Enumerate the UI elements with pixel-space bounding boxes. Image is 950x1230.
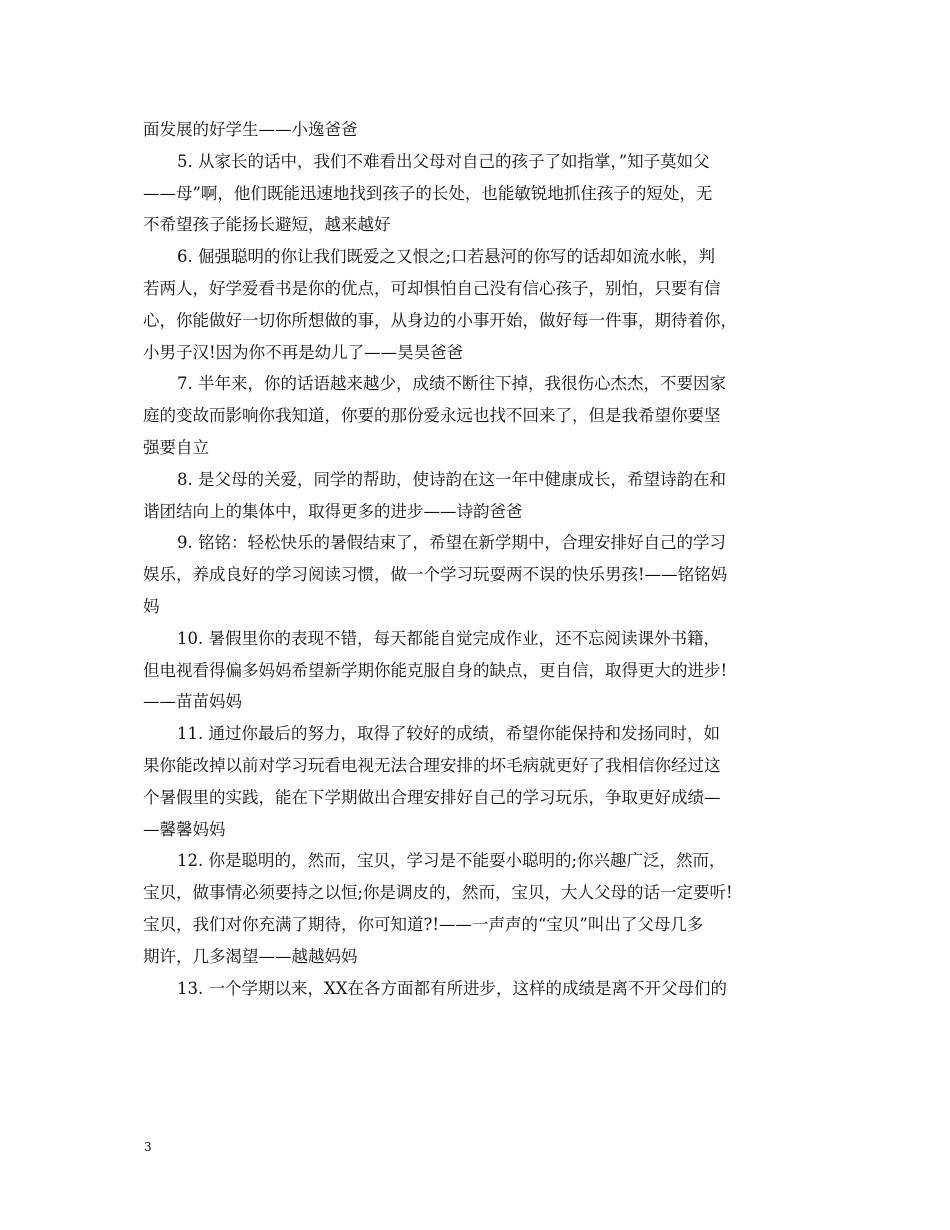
text-line: 谐团结向上的集体中，取得更多的进步——诗韵爸爸 — [143, 501, 523, 521]
text-line: 但电视看得偏多妈妈希望新学期你能克服自身的缺点，更自信，取得更大的进步! — [143, 660, 728, 680]
text-line: ——母”啊，他们既能迅速地找到孩子的长处，也能敏锐地抓住孩子的短处，无 — [143, 183, 713, 203]
text-line: 果你能改掉以前对学习玩看电视无法合理安排的坏毛病就更好了我相信你经过这 — [143, 755, 721, 775]
text-line: 心，你能做好一切你所想做的事，从身边的小事开始，做好每一件事，期待着你， — [143, 310, 737, 330]
text-line: —馨馨妈妈 — [143, 819, 226, 839]
text-line: 若两人，好学爱看书是你的优点，可却惧怕自己没有信心孩子，别怕，只要有信 — [143, 278, 721, 298]
text-line: 7. 半年来，你的话语越来越少，成绩不断往下掉，我很伤心杰杰，不要因家 — [177, 374, 726, 394]
text-line: 12. 你是聪明的，然而，宝贝，学习是不能耍小聪明的;你兴趣广泛，然而， — [177, 851, 726, 871]
text-line: 个暑假里的实践，能在下学期做出合理安排好自己的学习玩乐，争取更好成绩— — [143, 787, 721, 807]
text-line: 妈 — [143, 596, 160, 616]
text-line: 不希望孩子能扬长避短，越来越好 — [143, 215, 391, 235]
text-line: 庭的变故而影响你我知道，你要的那份爱永远也找不回来了，但是我希望你要坚 — [143, 406, 721, 426]
text-line: 10. 暑假里你的表现不错，每天都能自觉完成作业，还不忘阅读课外书籍， — [177, 628, 720, 648]
text-line: 8. 是父母的关爱，同学的帮助，使诗韵在这一年中健康成长，希望诗韵在和 — [177, 469, 726, 489]
text-line: 5. 从家长的话中，我们不难看出父母对自己的孩子了如指掌，”知子莫如父 — [177, 151, 710, 171]
text-line: 宝贝，我们对你充满了期待，你可知道?!——一声声的“宝贝”叫出了父母几多 — [143, 914, 704, 934]
page-number: 3 — [144, 1140, 152, 1154]
text-line: 面发展的好学生——小逸爸爸 — [143, 120, 358, 139]
page-body — [143, 114, 813, 1004]
text-line: 13. 一个学期以来，XX在各方面都有所进步，这样的成绩是离不开父母们的 — [177, 978, 727, 998]
text-line: 11. 通过你最后的努力，取得了较好的成绩，希望你能保持和发扬同时，如 — [177, 724, 720, 744]
text-line: 6. 倔强聪明的你让我们既爱之又恨之;口若悬河的你写的话却如流水帐，判 — [177, 247, 716, 267]
text-line: 9. 铭铭：轻松快乐的暑假结束了，希望在新学期中，合理安排好自己的学习 — [177, 533, 726, 553]
text-line: 期许，几多渴望——越越妈妈 — [143, 946, 358, 966]
text-line: 娱乐，养成良好的学习阅读习惯，做一个学习玩耍两不误的快乐男孩!——铭铭妈 — [143, 565, 728, 585]
text-line: ——苗苗妈妈 — [143, 692, 242, 712]
text-line: 小男子汉!因为你不再是幼儿了——昊昊爸爸 — [143, 342, 464, 362]
text-line: 宝贝，做事情必须要持之以恒;你是调皮的，然而，宝贝，大人父母的话一定要听! — [143, 883, 733, 903]
text-line: 强要自立 — [143, 437, 209, 457]
